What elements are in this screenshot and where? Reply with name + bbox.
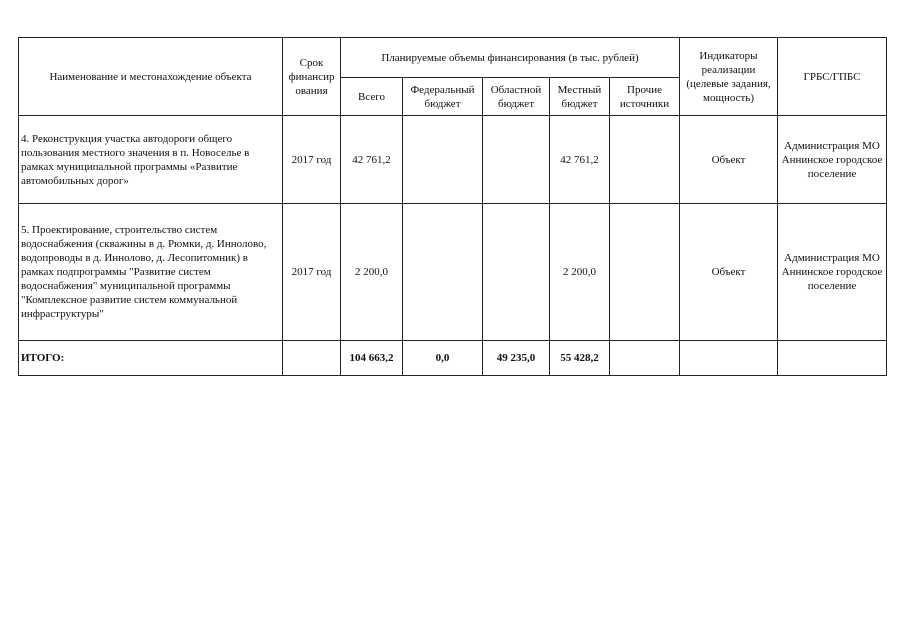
header-other: Прочие источники xyxy=(610,78,680,116)
row-indicator: Объект xyxy=(680,116,778,204)
row-period: 2017 год xyxy=(283,116,341,204)
header-planned: Планируемые объемы финансирования (в тыс. рублей) xyxy=(341,38,680,78)
totals-total: 104 663,2 xyxy=(341,341,403,376)
row-name: 5. Проектирование, строительство систем водоснабжения (скважины в д. Рюмки, д. Иннолово, водопроводы в д. Иннолово, д. Лесопитомник) в рамках подпрограммы "Развитие систем водоснабжения" муниципальной программы "Комплексное развитие систем коммунальной инфраструктуры" xyxy=(19,204,283,341)
row-period: 2017 год xyxy=(283,204,341,341)
row-regional xyxy=(483,204,550,341)
row-indicator: Объект xyxy=(680,204,778,341)
row-name: 4. Реконструкция участка автодороги общего пользования местного значения в п. Новоселье в рамках муниципальной программы «Развитие автомобильных дорог» xyxy=(19,116,283,204)
row-other xyxy=(610,116,680,204)
row-grbs: Администрация МО Аннинское городское поселение xyxy=(778,204,887,341)
totals-label: ИТОГО: xyxy=(19,341,283,376)
row-federal xyxy=(403,116,483,204)
totals-grbs xyxy=(778,341,887,376)
row-grbs: Администрация МО Аннинское городское поселение xyxy=(778,116,887,204)
row-total: 2 200,0 xyxy=(341,204,403,341)
totals-local: 55 428,2 xyxy=(550,341,610,376)
header-federal: Федеральный бюджет xyxy=(403,78,483,116)
row-local: 2 200,0 xyxy=(550,204,610,341)
row-local: 42 761,2 xyxy=(550,116,610,204)
row-regional xyxy=(483,116,550,204)
totals-federal: 0,0 xyxy=(403,341,483,376)
totals-other xyxy=(610,341,680,376)
financing-table xyxy=(18,37,887,376)
header-total: Всего xyxy=(341,78,403,116)
header-indicators: Индикаторы реализации (целевые задания, мощность) xyxy=(680,38,778,116)
header-grbs: ГРБС/ГПБС xyxy=(778,38,887,116)
table-row xyxy=(19,204,887,341)
row-federal xyxy=(403,204,483,341)
totals-period xyxy=(283,341,341,376)
header-period: Срок финансир ования xyxy=(283,38,341,116)
header-local: Местный бюджет xyxy=(550,78,610,116)
header-name: Наименование и местонахождение объекта xyxy=(19,38,283,116)
row-other xyxy=(610,204,680,341)
totals-row xyxy=(19,341,887,376)
totals-regional: 49 235,0 xyxy=(483,341,550,376)
totals-indicator xyxy=(680,341,778,376)
header-regional: Областной бюджет xyxy=(483,78,550,116)
row-total: 42 761,2 xyxy=(341,116,403,204)
table-row xyxy=(19,116,887,204)
